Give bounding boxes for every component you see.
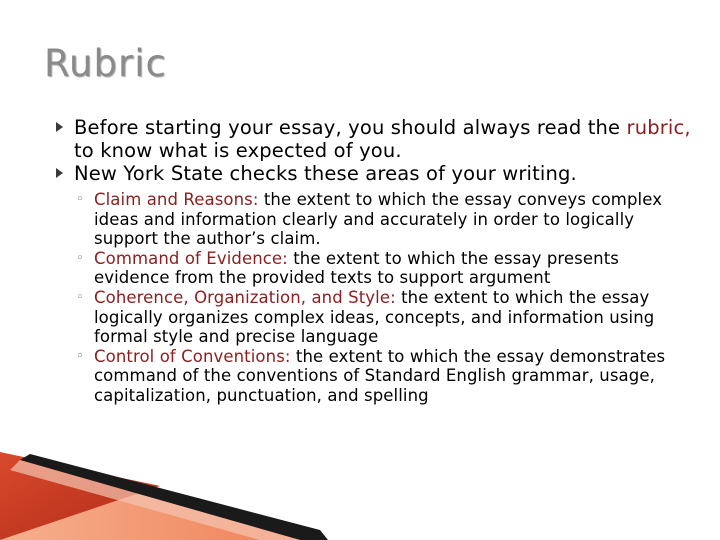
criterion-name: Claim and Reasons:: [94, 190, 259, 209]
rubric-highlight: rubric,: [626, 116, 691, 139]
criterion-name: Coherence, Organization, and Style:: [94, 287, 396, 307]
criterion-description: the extent to which the essay logically organizes complex ideas, concepts, and information using formal style and precise language: [94, 287, 655, 347]
arrow-bullet-icon: [56, 122, 63, 132]
arrow-bullet-icon: [56, 168, 63, 178]
bullet-text: New York State checks these areas of your writing.: [74, 162, 577, 185]
circle-bullet-icon: ◦: [76, 289, 84, 305]
bullet-read-rubric: [56, 116, 696, 162]
bullet-list: [56, 116, 696, 406]
criterion-name: Command of Evidence:: [94, 248, 288, 268]
slide-title: Rubric: [44, 42, 167, 85]
criterion-control-of-conventions: [76, 347, 696, 406]
criterion-coherence-organization-style: [76, 288, 696, 347]
circle-bullet-icon: ◦: [76, 348, 84, 364]
circle-bullet-icon: ◦: [76, 250, 84, 266]
criteria-list: [74, 190, 696, 406]
bullet-text-end: to know what is expected of you.: [74, 139, 402, 162]
criterion-command-of-evidence: [76, 249, 696, 288]
criterion-description: the extent to which the essay presents evidence from the provided texts to support argument: [94, 248, 619, 288]
criterion-description: the extent to which the essay demonstrates command of the conventions of Standard English grammar, usage, capitalization, punctuation, and spelling: [94, 346, 666, 405]
criterion-description: the extent to which the essay conveys complex ideas and information clearly and accurately in order to logically support the author’s claim.: [94, 190, 663, 249]
criterion-claim-and-reasons: [76, 190, 696, 249]
circle-bullet-icon: ◦: [76, 192, 84, 207]
bullet-nys-checks: [56, 162, 696, 406]
bullet-text-start: Before starting your essay, you should always read the: [74, 116, 627, 139]
criterion-name: Control of Conventions:: [94, 346, 291, 366]
